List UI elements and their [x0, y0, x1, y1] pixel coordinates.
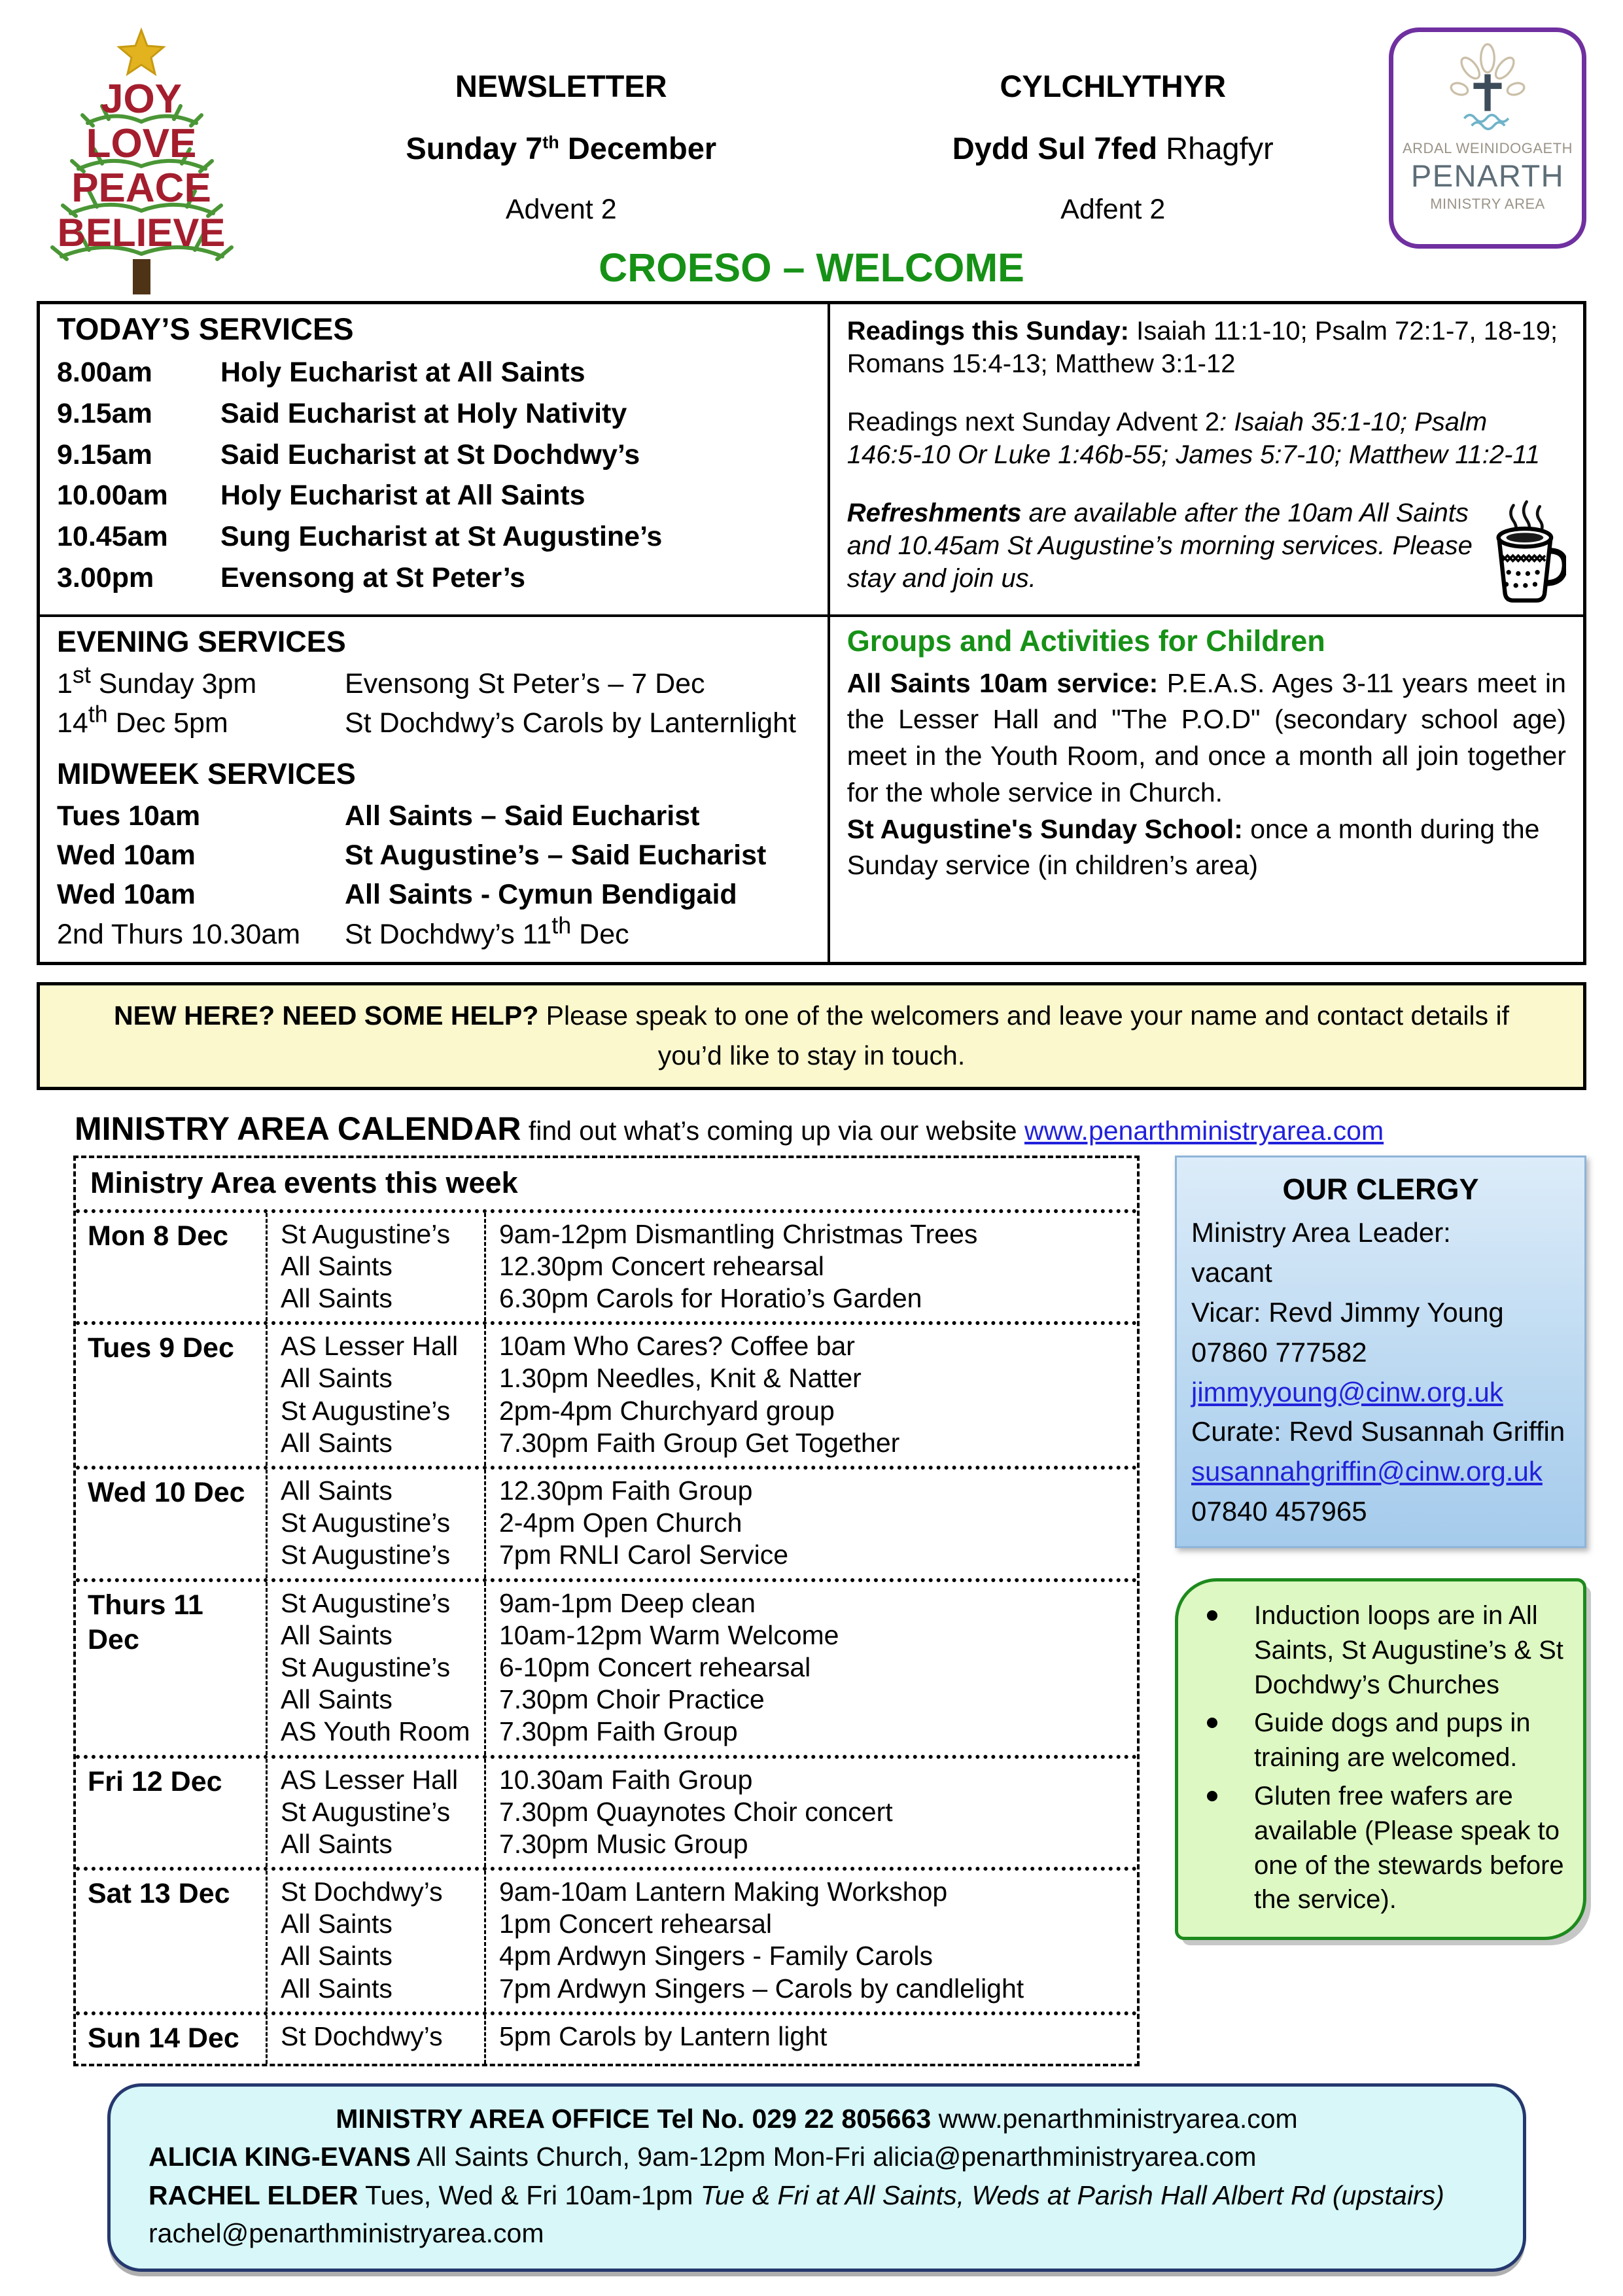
table-row-mon: Mon 8 Dec St Augustine’s All Saints All Saints 9am-12pm Dismantling Christmas Trees 12.30pm Concert rehearsal 6.30pm Carols for Horatio’s Garden: [76, 1213, 1137, 1322]
curate-email-link[interactable]: susannahgriffin@cinw.org.uk: [1191, 1456, 1543, 1487]
star-icon: [119, 30, 164, 74]
bullet-icon: [1207, 1610, 1217, 1621]
midweek-row: 2nd Thurs 10.30am St Dochdwy’s 11th Dec: [57, 912, 629, 950]
tree-word-love: LOVE: [86, 121, 197, 166]
clergy-title: OUR CLERGY: [1282, 1172, 1479, 1206]
evening-services-title: EVENING SERVICES: [57, 624, 346, 658]
logo-line3: MINISTRY AREA: [1430, 196, 1545, 212]
evening-services-cell: [40, 617, 830, 962]
table-row-fri: Fri 12 Dec AS Lesser Hall St Augustine’s All Saints 10.30am Faith Group 7.30pm Quaynotes Choir concert 7.30pm Music Group: [76, 1755, 1137, 1867]
clergy-vicar-phone: 07860 777582: [1191, 1336, 1367, 1368]
logo-line2: PENARTH: [1410, 158, 1565, 193]
accessibility-notes-box: [1175, 1578, 1586, 1940]
office-line1: MINISTRY AREA OFFICE Tel No. 029 22 805663 www.penarthministryarea.com: [336, 2103, 1298, 2134]
table-row-sat: Sat 13 Dec St Dochdwy’s All Saints All Saints All Saints 9am-10am Lantern Making Workshop 1pm Concert rehearsal 4pm Ardwyn Singers - Family Carols 7pm Ardwyn Singers – Carols by candlelight: [76, 1867, 1137, 2011]
midweek-row: Wed 10am All Saints - Cymun Bendigaid: [57, 879, 737, 911]
events-table: [73, 1156, 1140, 2066]
events-table-title: Ministry Area events this week: [76, 1158, 1137, 1213]
children-groups-p1: All Saints 10am service: P.E.A.S. Ages 3-11 years meet in the Lesser Hall and "The P.O.D" (secondary school age) meet in the Youth Room, and once a month all join together for the whole service in Church.: [846, 667, 1566, 807]
day-label: Tues 9 Dec: [88, 1332, 234, 1364]
readings-next-sunday: Readings next Sunday Advent 2: Isaiah 35:1-10; Psalm 146:5-10 Or Luke 1:46b-55; James 5:7-10; Matthew 11:2-11: [846, 407, 1540, 470]
tree-word-believe: BELIEVE: [57, 211, 226, 255]
readings-this-sunday: Readings this Sunday: Isaiah 11:1-10; Psalm 72:1-7, 18-19; Romans 15:4-13; Matthew 3:1-12: [846, 317, 1558, 379]
children-groups-p2: St Augustine's Sunday School: once a month during the Sunday service (in children’s area): [846, 813, 1540, 881]
service-row: 3.00pm Evensong at St Peter’s: [57, 561, 525, 593]
service-row: 10.45am Sung Eucharist at St Augustine’s: [57, 521, 663, 553]
midweek-row: Wed 10am St Augustine’s – Said Eucharist: [57, 839, 767, 872]
todays-services-title: TODAY’S SERVICES: [57, 311, 354, 346]
day-label: Thurs 11 Dec: [88, 1589, 203, 1656]
office-line3: RACHEL ELDER Tues, Wed & Fri 10am-1pm Tue & Fri at All Saints, Weds at Parish Hall Albert Rd (upstairs) rachel@penarthministryarea.com: [148, 2180, 1444, 2249]
logo-line1: ARDAL WEINIDOGAETH: [1403, 140, 1573, 156]
children-groups-title: Groups and Activities for Children: [846, 624, 1325, 658]
office-line2: ALICIA KING-EVANS All Saints Church, 9am-12pm Mon-Fri alicia@penarthministryarea.com: [148, 2142, 1257, 2172]
bullet-icon: [1207, 1718, 1217, 1728]
midweek-row: Tues 10am All Saints – Said Eucharist: [57, 800, 700, 832]
table-row-tue: Tues 9 Dec AS Lesser Hall All Saints St Augustine’s All Saints 10am Who Cares? Coffee bar 1.30pm Needles, Knit & Natter 2pm-4pm Churchyard group 7.30pm Faith Group Get Together: [76, 1321, 1137, 1466]
tree-word-joy: JOY: [100, 77, 183, 122]
newsletter-title: NEWSLETTER: [455, 69, 667, 103]
services-table: [37, 301, 1586, 965]
tree-word-peace: PEACE: [71, 166, 211, 211]
right-column: [1175, 1156, 1586, 1941]
service-row: 9.15am Said Eucharist at St Dochdwy’s: [57, 438, 640, 470]
note-item: Gluten free wafers are available (Please speak to one of the stewards before the service).: [1190, 1779, 1567, 1917]
midweek-services-title: MIDWEEK SERVICES: [57, 756, 356, 790]
office-box: [107, 2083, 1526, 2272]
todays-services-cell: [40, 304, 830, 617]
note-item: Induction loops are in All Saints, St Augustine’s & St Dochdwy’s Churches: [1190, 1598, 1567, 1702]
evening-row: 14th Dec 5pm St Dochdwy’s Carols by Lanternlight: [57, 701, 796, 739]
clergy-leader-value: vacant: [1191, 1256, 1272, 1288]
children-groups-cell: [830, 617, 1583, 962]
day-label: Sun 14 Dec: [88, 2022, 239, 2054]
table-row-wed: Wed 10 Dec All Saints St Augustine’s St Augustine’s 12.30pm Faith Group 2-4pm Open Church 7pm RNLI Carol Service: [76, 1466, 1137, 1578]
readings-cell: [830, 304, 1583, 617]
newsletter-subtitle: Advent 2: [505, 194, 617, 225]
day-label: Fri 12 Dec: [88, 1765, 222, 1797]
table-row-thu: Thurs 11 Dec St Augustine’s All Saints St Augustine’s All Saints AS Youth Room 9am-1pm Deep clean 10am-12pm Warm Welcome 6-10pm Concert rehearsal 7.30pm Choir Practice 7.30pm Faith Group: [76, 1578, 1137, 1755]
clergy-vicar: Vicar: Revd Jimmy Young: [1191, 1296, 1504, 1328]
service-row: 8.00am Holy Eucharist at All Saints: [57, 357, 585, 388]
header-welsh: [837, 26, 1389, 226]
evening-row: 1st Sunday 3pm Evensong St Peter’s – 7 Dec: [57, 662, 705, 699]
cylchlythyr-title: CYLCHLYTHYR: [1000, 69, 1227, 103]
newsletter-date: Sunday 7th December: [406, 131, 717, 166]
bullet-icon: [1207, 1791, 1217, 1801]
day-label: Sat 13 Dec: [88, 1878, 230, 1910]
clergy-curate-phone: 07840 457965: [1191, 1496, 1367, 1527]
note-item: Guide dogs and pups in training are welcomed.: [1190, 1706, 1567, 1775]
table-row-sun: Sun 14 Dec St Dochdwy’s 5pm Carols by Lantern light: [76, 2011, 1137, 2064]
vicar-email-link[interactable]: jimmyyoung@cinw.org.uk: [1191, 1376, 1503, 1407]
coffee-mug-icon: [1482, 499, 1566, 607]
clergy-leader: Ministry Area Leader:: [1191, 1216, 1451, 1248]
refreshments-note: Refreshments are available after the 10am All Saints and 10.45am St Augustine’s morning services. Please stay and join us.: [847, 497, 1566, 595]
day-label: Mon 8 Dec: [88, 1220, 229, 1252]
cylchlythyr-date: Dydd Sul 7fed Rhagfyr: [952, 131, 1274, 166]
clergy-box: [1175, 1156, 1586, 1548]
service-row: 9.15am Said Eucharist at Holy Nativity: [57, 397, 627, 429]
ministry-area-logo: [1389, 27, 1586, 249]
website-link[interactable]: www.penarthministryarea.com: [1024, 1115, 1384, 1146]
clergy-curate: Curate: Revd Susannah Griffin: [1191, 1416, 1565, 1447]
main-area: [73, 1156, 1586, 2066]
calendar-heading: MINISTRY AREA CALENDAR find out what’s coming up via our website www.penarthministryarea.com: [75, 1110, 1384, 1147]
day-label: Wed 10 Dec: [88, 1477, 245, 1508]
welcome-heading: CROESO – WELCOME: [599, 245, 1024, 290]
new-here-banner: NEW HERE? NEED SOME HELP? Please speak to one of the welcomers and leave your name and contact details if you’d like to stay in touch.: [37, 982, 1586, 1090]
logo-cross-icon: [1420, 40, 1555, 137]
cylchlythyr-subtitle: Adfent 2: [1060, 194, 1166, 225]
header-english: [285, 26, 837, 226]
service-row: 10.00am Holy Eucharist at All Saints: [57, 480, 585, 512]
